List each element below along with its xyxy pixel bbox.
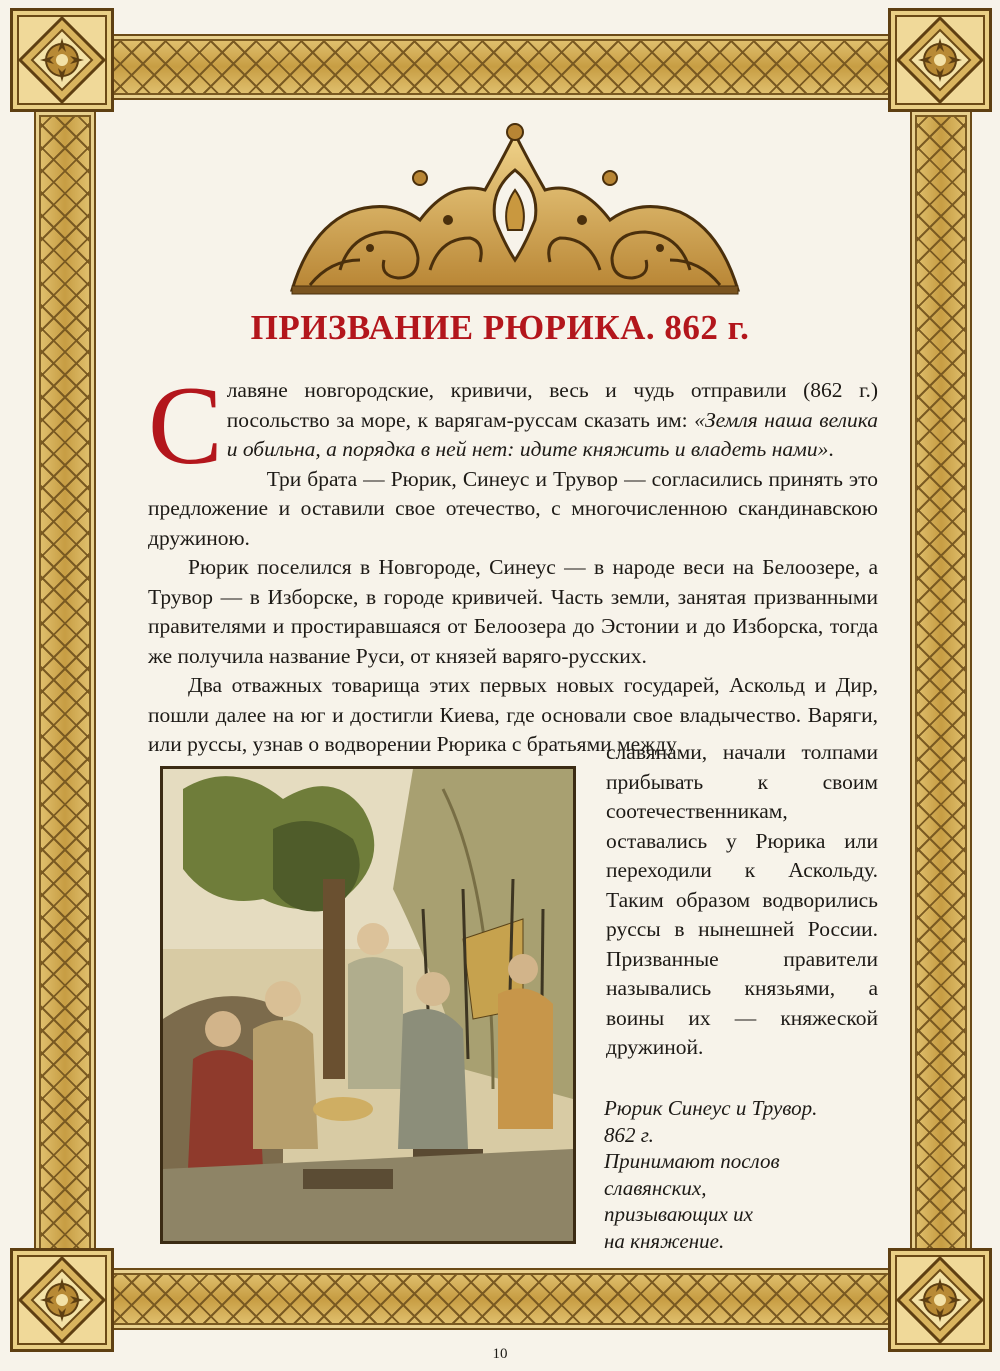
corner-ornament-bottom-right bbox=[888, 1248, 992, 1352]
paragraph-4-continued: славянами, начали толпами прибывать к своим соотечественникам, оставались у Рюрика или переходили к Аскольду. Таким образом водворились руссы в нынешней России. Призванные правители назывались князьями, а воины их — княжеской дружиной. bbox=[606, 740, 878, 1059]
caption-line-6: на княжение. bbox=[604, 1228, 725, 1253]
caption-line-1: Рюрик Синеус и Трувор. bbox=[604, 1096, 818, 1120]
caption-line-5: призывающих их bbox=[604, 1202, 753, 1226]
drop-cap: С bbox=[148, 364, 223, 488]
border-top bbox=[100, 34, 910, 100]
illustration-rurik-envoys bbox=[160, 766, 576, 1244]
paragraph-1-end: . bbox=[828, 437, 834, 461]
caption-line-4: славянских, bbox=[604, 1175, 707, 1200]
paragraph-2: Три брата — Рюрик, Синеус и Трувор — согласились принять это предложение и оставили свое отечество, с многочисленною скандинавскою дружиною. bbox=[148, 466, 878, 550]
border-bottom bbox=[100, 1268, 910, 1330]
main-text bbox=[148, 364, 878, 760]
page-title: ПРИЗВАНИЕ РЮРИКА. 862 г. bbox=[250, 308, 750, 347]
corner-ornament-top-left bbox=[10, 8, 114, 112]
paragraph-1-quote: «Земля наша велика и обильна, а порядка в ней нет: идите княжить и владеть нами» bbox=[226, 407, 878, 461]
border-left bbox=[34, 110, 96, 1260]
caption-line-3: Принимают послов bbox=[604, 1149, 780, 1173]
crown-ornament bbox=[280, 120, 750, 303]
paragraph-1-text: лавяне новгородские, кривичи, весь и чудь отправили (862 г.) посольство за море, к варягам-руссам сказать им: bbox=[226, 378, 878, 432]
caption-line-2: 862 г. bbox=[604, 1122, 654, 1147]
paragraph-3: Рюрик поселился в Новгороде, Синеус — в народе веси на Белоозере, а Трувор — в Изборске, в городе кривичей. Часть земли, занятая призванными правителями и простиравшаяся от Белоозера до Эстонии и до Изборска, тогда же получила название Руси, от князей варяго-русских. bbox=[148, 555, 878, 668]
side-text bbox=[606, 738, 878, 1063]
corner-ornament-top-right bbox=[888, 8, 992, 112]
paragraph-1 bbox=[148, 364, 878, 488]
paragraph-4: Два отважных товарища этих первых новых государей, Аскольд и Дир, пошли далее на юг и достигли Киева, где основали свое владычество. Варяги, или руссы, узнав о водворении Рюрика с братьями между bbox=[148, 673, 878, 756]
illustration-caption bbox=[604, 1095, 884, 1254]
corner-ornament-bottom-left bbox=[10, 1248, 114, 1352]
border-right bbox=[910, 110, 972, 1260]
page-number: 10 bbox=[492, 1346, 508, 1362]
